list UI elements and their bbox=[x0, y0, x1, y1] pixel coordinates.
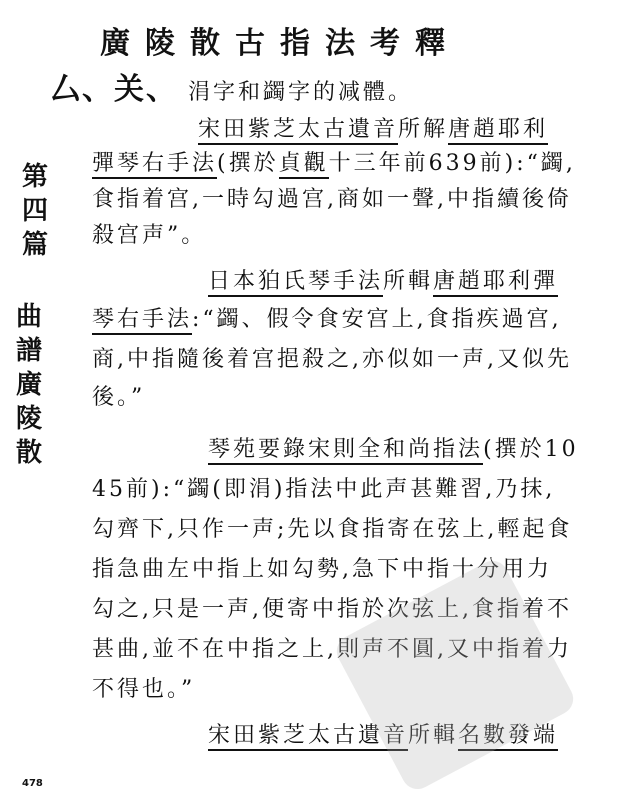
page-number: 478 bbox=[22, 778, 43, 789]
heading-text: 涓字和蠲字的减體。 bbox=[188, 80, 414, 105]
p1-line-2 bbox=[92, 146, 576, 177]
text: 彈 bbox=[533, 269, 558, 297]
page-title: 廣陵散古指法考釋 bbox=[100, 26, 460, 61]
era-name: 貞觀 bbox=[279, 151, 329, 179]
p3-line-3: 勾齊下,只作一声;先以食指寄在弦上,輕起食 bbox=[92, 517, 573, 542]
p1-line-3: 食指着宫,一時勾過宫,商如一聲,中指續後倚 bbox=[92, 187, 572, 212]
book-title: 宋田紫芝太古遺音 bbox=[208, 723, 408, 751]
p3-line-1 bbox=[208, 432, 579, 463]
text: 所輯 bbox=[383, 269, 434, 294]
dynasty: 唐 bbox=[433, 269, 458, 297]
p1-line-4: 殺宫声”。 bbox=[92, 223, 207, 248]
book-title: 琴苑要錄 bbox=[208, 437, 308, 465]
p3-line-5: 勾之,只是一声,便寄中指於次弦上,食指着不 bbox=[92, 597, 572, 622]
p3-line-2: 45前):“蠲(即涓)指法中此声甚難習,乃抹, bbox=[92, 477, 556, 502]
p3-line-4: 指急曲左中指上如勾勢,急下中指十分用力 bbox=[92, 557, 552, 582]
text: 發端 bbox=[508, 723, 558, 751]
text: :“蠲、假令食安宫上,食指疾過宫, bbox=[192, 307, 562, 332]
p2-line-4: 後。” bbox=[92, 385, 146, 410]
book-title: 日本狛氏琴手法 bbox=[208, 269, 383, 297]
person-name: 則全和尚 bbox=[333, 437, 433, 465]
text: 十三年前639前):“蠲, bbox=[328, 151, 576, 176]
text: 名數 bbox=[458, 723, 508, 751]
book-title: 指法 bbox=[433, 437, 483, 465]
person-name: 趙耶利 bbox=[473, 117, 548, 145]
p3-line-6: 甚曲,並不在中指之上,則声不圓,又中指着力 bbox=[92, 637, 572, 662]
dynasty: 宋 bbox=[308, 437, 333, 465]
text: 所輯 bbox=[408, 723, 459, 748]
text: (撰於 bbox=[217, 151, 279, 176]
heading-symbols: 厶、关、 bbox=[50, 72, 178, 107]
p2-line-1 bbox=[208, 264, 558, 295]
book-title: 彈琴右手法 bbox=[92, 151, 217, 179]
p3-line-7: 不得也。” bbox=[92, 677, 196, 702]
section-label: 曲譜廣陵散 bbox=[15, 302, 42, 468]
book-title: 宋田紫芝太古遺音 bbox=[198, 117, 398, 145]
heading-line bbox=[50, 64, 413, 108]
p2-line-2 bbox=[92, 302, 562, 333]
person-name: 趙耶利 bbox=[458, 269, 533, 297]
p1-line-1 bbox=[198, 112, 548, 143]
dynasty: 唐 bbox=[448, 117, 473, 145]
p2-line-3: 商,中指隨後着宫挹殺之,亦似如一声,又似先 bbox=[92, 347, 572, 372]
text: 所解 bbox=[398, 117, 449, 142]
chapter-label: 第四篇 bbox=[21, 162, 48, 260]
text: (撰於10 bbox=[483, 437, 579, 462]
book-title: 琴右手法 bbox=[92, 307, 192, 335]
